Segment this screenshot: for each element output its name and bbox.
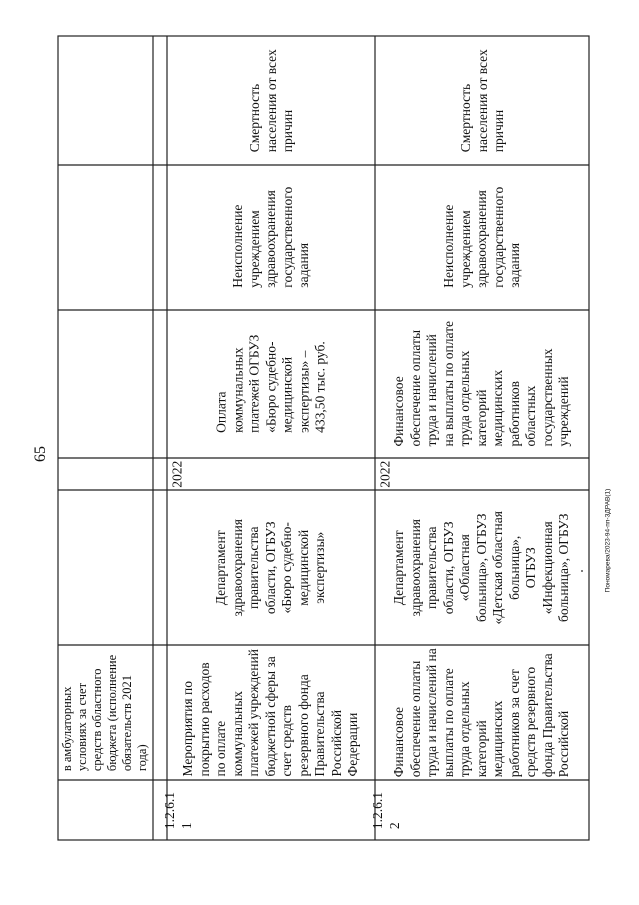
row2-code: 1.2.6.1 2 bbox=[370, 791, 402, 829]
row2-risks: Неисполнение учреждением здравоохранения государственного задания bbox=[440, 187, 522, 288]
row2-name: Финансовое обеспечение оплаты труда и начислений на выплаты по оплате труда отдельных категорий медицинских работников за счет средств резервного фонда Правительства Российской bbox=[391, 647, 572, 778]
row2-executor: Департамент здравоохранения правительства области, ОГБУЗ «Областная больница», ОГБУЗ «Детская областная больница», ОГБУЗ «Инфекционная больница», ОГБУЗ bbox=[391, 510, 572, 625]
row1-name: Мероприятия по покрытию расходов по оплате коммунальных платежей учреждений бюджетной сферы за счет средств резервного фонда Правительства Российской Федерации bbox=[180, 648, 361, 777]
row1-code: 1.2.6.1 1 bbox=[162, 791, 194, 829]
row1-indicator: Смертность населения от всех причин bbox=[246, 49, 295, 152]
fragment-name-cell: в амбулаторных условиях за счет средств областного бюджета (исполнение обязательств 2021 года) bbox=[60, 654, 150, 771]
page-number: 65 bbox=[32, 446, 49, 462]
side-mark: Пономарева/2023-94-пп-ЗДРАВ(1) bbox=[604, 488, 612, 592]
row1-result: Оплата коммунальных платежей ОГБУЗ «Бюро судебно- медицинской экспертизы» – 433,50 тыс. руб. bbox=[213, 334, 328, 434]
row1-executor: Департамент здравоохранения правительства области, ОГБУЗ «Бюро судебно- медицинской экспертизы» bbox=[213, 518, 328, 617]
row2-year: 2022 bbox=[376, 460, 392, 488]
row1-year: 2022 bbox=[168, 460, 184, 488]
row2-indicator: Смертность населения от всех причин bbox=[457, 49, 506, 152]
row2-result: Финансовое обеспечение оплаты труда и начислений на выплаты по оплате труда отдельных категорий медицинских работников областных государственных учреждений bbox=[391, 321, 572, 447]
row1-risks: Неисполнение учреждением здравоохранения государственного задания bbox=[229, 187, 311, 288]
